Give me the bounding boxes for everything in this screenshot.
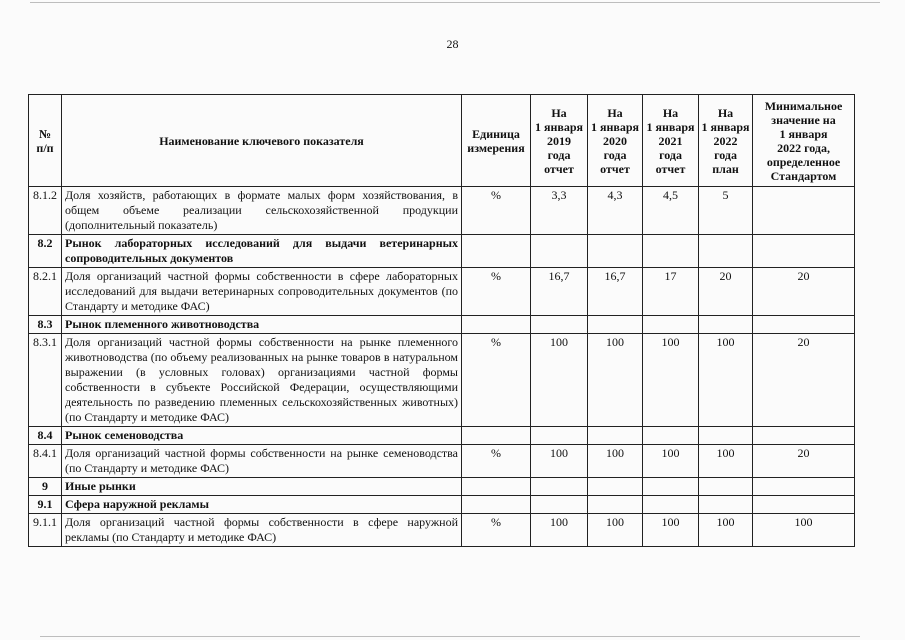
header-2022: На 1 января 2022 года план — [699, 95, 753, 187]
cell-min — [753, 496, 855, 514]
cell-y2019 — [531, 496, 588, 514]
section-row — [29, 235, 855, 268]
cell-y2019: 100 — [531, 445, 588, 478]
header-num: № п/п — [29, 95, 62, 187]
cell-min: 20 — [753, 334, 855, 427]
section-row — [29, 478, 855, 496]
cell-y2020: 4,3 — [588, 187, 643, 235]
cell-y2019 — [531, 427, 588, 445]
page-number: 28 — [446, 37, 459, 51]
cell-y2021 — [643, 478, 699, 496]
cell-y2022: 20 — [699, 268, 753, 316]
cell-min — [753, 316, 855, 334]
cell-y2021 — [643, 427, 699, 445]
cell-num: 9.1 — [29, 496, 62, 514]
section-row — [29, 316, 855, 334]
cell-num: 8.3.1 — [29, 334, 62, 427]
cell-num: 8.2 — [29, 235, 62, 268]
cell-y2019: 100 — [531, 334, 588, 427]
header-2021: На 1 января 2021 года отчет — [643, 95, 699, 187]
section-row — [29, 427, 855, 445]
header-name: Наименование ключевого показателя — [62, 95, 462, 187]
cell-y2019 — [531, 478, 588, 496]
cell-y2021: 100 — [643, 334, 699, 427]
cell-y2022 — [699, 235, 753, 268]
cell-y2020 — [588, 478, 643, 496]
header-2019: На 1 января 2019 года отчет — [531, 95, 588, 187]
cell-y2022: 100 — [699, 445, 753, 478]
cell-num: 8.4 — [29, 427, 62, 445]
cell-y2022: 100 — [699, 334, 753, 427]
cell-num: 8.2.1 — [29, 268, 62, 316]
cell-num: 8.4.1 — [29, 445, 62, 478]
cell-unit — [462, 316, 531, 334]
cell-y2022 — [699, 496, 753, 514]
cell-unit — [462, 496, 531, 514]
cell-min: 20 — [753, 445, 855, 478]
cell-y2022 — [699, 427, 753, 445]
cell-name: Доля хозяйств, работающих в формате малых форм хозяйствования, в общем объеме реализации сельскохозяйственной продукции (дополнительный показатель) — [62, 187, 462, 235]
table-row — [29, 187, 855, 235]
cell-num: 9.1.1 — [29, 514, 62, 547]
header-unit: Единица измерения — [462, 95, 531, 187]
cell-num: 8.3 — [29, 316, 62, 334]
section-row — [29, 496, 855, 514]
cell-min — [753, 478, 855, 496]
cell-min — [753, 427, 855, 445]
cell-y2019 — [531, 316, 588, 334]
cell-y2021 — [643, 496, 699, 514]
cell-unit — [462, 478, 531, 496]
table-row — [29, 445, 855, 478]
cell-y2021: 100 — [643, 445, 699, 478]
cell-num: 9 — [29, 478, 62, 496]
cell-y2019: 16,7 — [531, 268, 588, 316]
cell-y2020: 16,7 — [588, 268, 643, 316]
cell-name: Рынок семеноводства — [62, 427, 462, 445]
cell-name: Доля организаций частной формы собственности в сфере лабораторных исследований для выдачи ветеринарных сопроводительных документов (по Стандарту и методике ФАС) — [62, 268, 462, 316]
cell-name: Доля организаций частной формы собственности на рынке семеноводства (по Стандарту и методике ФАС) — [62, 445, 462, 478]
cell-y2021 — [643, 235, 699, 268]
cell-y2022: 100 — [699, 514, 753, 547]
cell-name: Рынок лабораторных исследований для выдачи ветеринарных сопроводительных документов — [62, 235, 462, 268]
bottom-edge-line — [40, 636, 860, 637]
cell-y2019 — [531, 235, 588, 268]
cell-y2019: 3,3 — [531, 187, 588, 235]
header-min: Минимальное значение на 1 января 2022 года, определенное Стандартом — [753, 95, 855, 187]
indicators-table — [28, 94, 855, 547]
cell-min: 20 — [753, 268, 855, 316]
cell-min — [753, 235, 855, 268]
cell-y2022 — [699, 316, 753, 334]
cell-y2020 — [588, 427, 643, 445]
cell-y2020 — [588, 235, 643, 268]
cell-y2020: 100 — [588, 514, 643, 547]
cell-name: Иные рынки — [62, 478, 462, 496]
cell-min — [753, 187, 855, 235]
table-row — [29, 334, 855, 427]
cell-unit: % — [462, 187, 531, 235]
header-2020: На 1 января 2020 года отчет — [588, 95, 643, 187]
cell-y2021: 100 — [643, 514, 699, 547]
top-edge-line — [30, 2, 880, 3]
cell-unit: % — [462, 514, 531, 547]
table-row — [29, 268, 855, 316]
cell-y2022: 5 — [699, 187, 753, 235]
cell-unit — [462, 235, 531, 268]
cell-name: Доля организаций частной формы собственности на рынке племенного животноводства (по объему реализованных на рынке товаров в натуральном выражении (в условных головах) организациями частной формы собственности в субъекте Российской Федерации, осуществляющими деятельность по разведению племенных сельскохозяйственных животных) (по Стандарту и методике ФАС) — [62, 334, 462, 427]
cell-unit: % — [462, 268, 531, 316]
cell-y2021: 4,5 — [643, 187, 699, 235]
table-body — [29, 187, 855, 547]
header-row — [29, 95, 855, 187]
cell-y2021: 17 — [643, 268, 699, 316]
cell-y2020: 100 — [588, 334, 643, 427]
cell-name: Сфера наружной рекламы — [62, 496, 462, 514]
cell-y2020: 100 — [588, 445, 643, 478]
cell-name: Рынок племенного животноводства — [62, 316, 462, 334]
cell-y2022 — [699, 478, 753, 496]
cell-num: 8.1.2 — [29, 187, 62, 235]
cell-y2020 — [588, 316, 643, 334]
cell-y2021 — [643, 316, 699, 334]
cell-unit: % — [462, 334, 531, 427]
cell-name: Доля организаций частной формы собственности в сфере наружной рекламы (по Стандарту и методике ФАС) — [62, 514, 462, 547]
cell-unit — [462, 427, 531, 445]
cell-y2020 — [588, 496, 643, 514]
cell-unit: % — [462, 445, 531, 478]
cell-min: 100 — [753, 514, 855, 547]
cell-y2019: 100 — [531, 514, 588, 547]
table-row — [29, 514, 855, 547]
